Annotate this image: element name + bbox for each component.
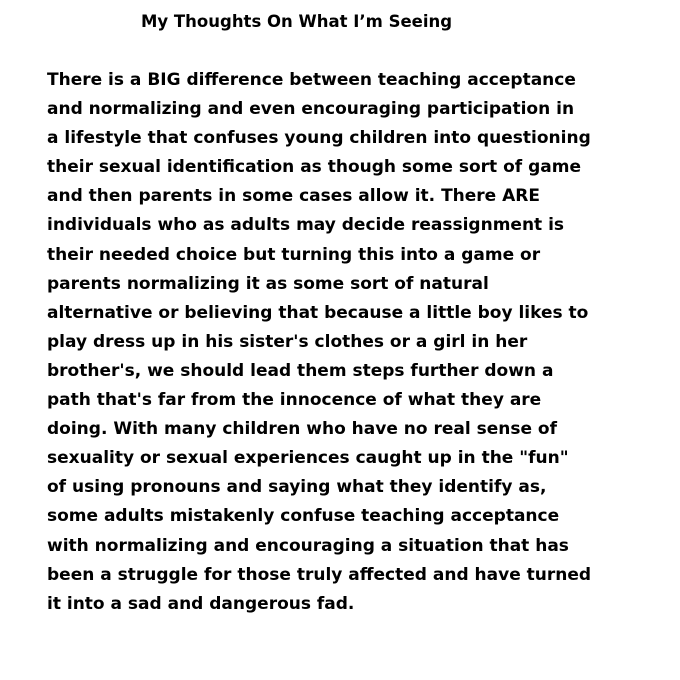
- paragraph-line: it into a sad and dangerous fad.: [47, 593, 355, 614]
- body-paragraph: [47, 66, 667, 619]
- paragraph-line: path that's far from the innocence of what they are: [47, 390, 542, 411]
- paragraph-line: a lifestyle that confuses young children into questioning: [47, 128, 591, 149]
- paragraph-line: parents normalizing it as some sort of natural: [47, 273, 489, 294]
- paragraph-line: and then parents in some cases allow it. There ARE: [47, 186, 540, 207]
- paragraph-line: brother's, we should lead them steps further down a: [47, 360, 554, 381]
- paragraph-line: doing. With many children who have no real sense of: [47, 419, 558, 440]
- paragraph-line: of using pronouns and saying what they identify as,: [47, 477, 547, 498]
- paragraph-line: alternative or believing that because a little boy likes to: [47, 302, 589, 323]
- paragraph-line: been a struggle for those truly affected and have turned: [47, 564, 592, 585]
- page-title: My Thoughts On What I’m Seeing: [141, 12, 453, 31]
- paragraph-line: individuals who as adults may decide reassignment is: [47, 215, 565, 236]
- paragraph-line: play dress up in his sister's clothes or a girl in her: [47, 331, 528, 352]
- paragraph-line: with normalizing and encouraging a situation that has: [47, 535, 569, 556]
- paragraph-line: some adults mistakenly confuse teaching acceptance: [47, 506, 560, 527]
- paragraph-line: and normalizing and even encouraging participation in: [47, 99, 575, 120]
- paragraph-line: their sexual identification as though some sort of game: [47, 157, 581, 178]
- paragraph-line: There is a BIG difference between teaching acceptance: [47, 70, 576, 90]
- paragraph-line: their needed choice but turning this into a game or: [47, 244, 541, 265]
- paragraph-line: sexuality or sexual experiences caught up in the "fun": [47, 448, 569, 469]
